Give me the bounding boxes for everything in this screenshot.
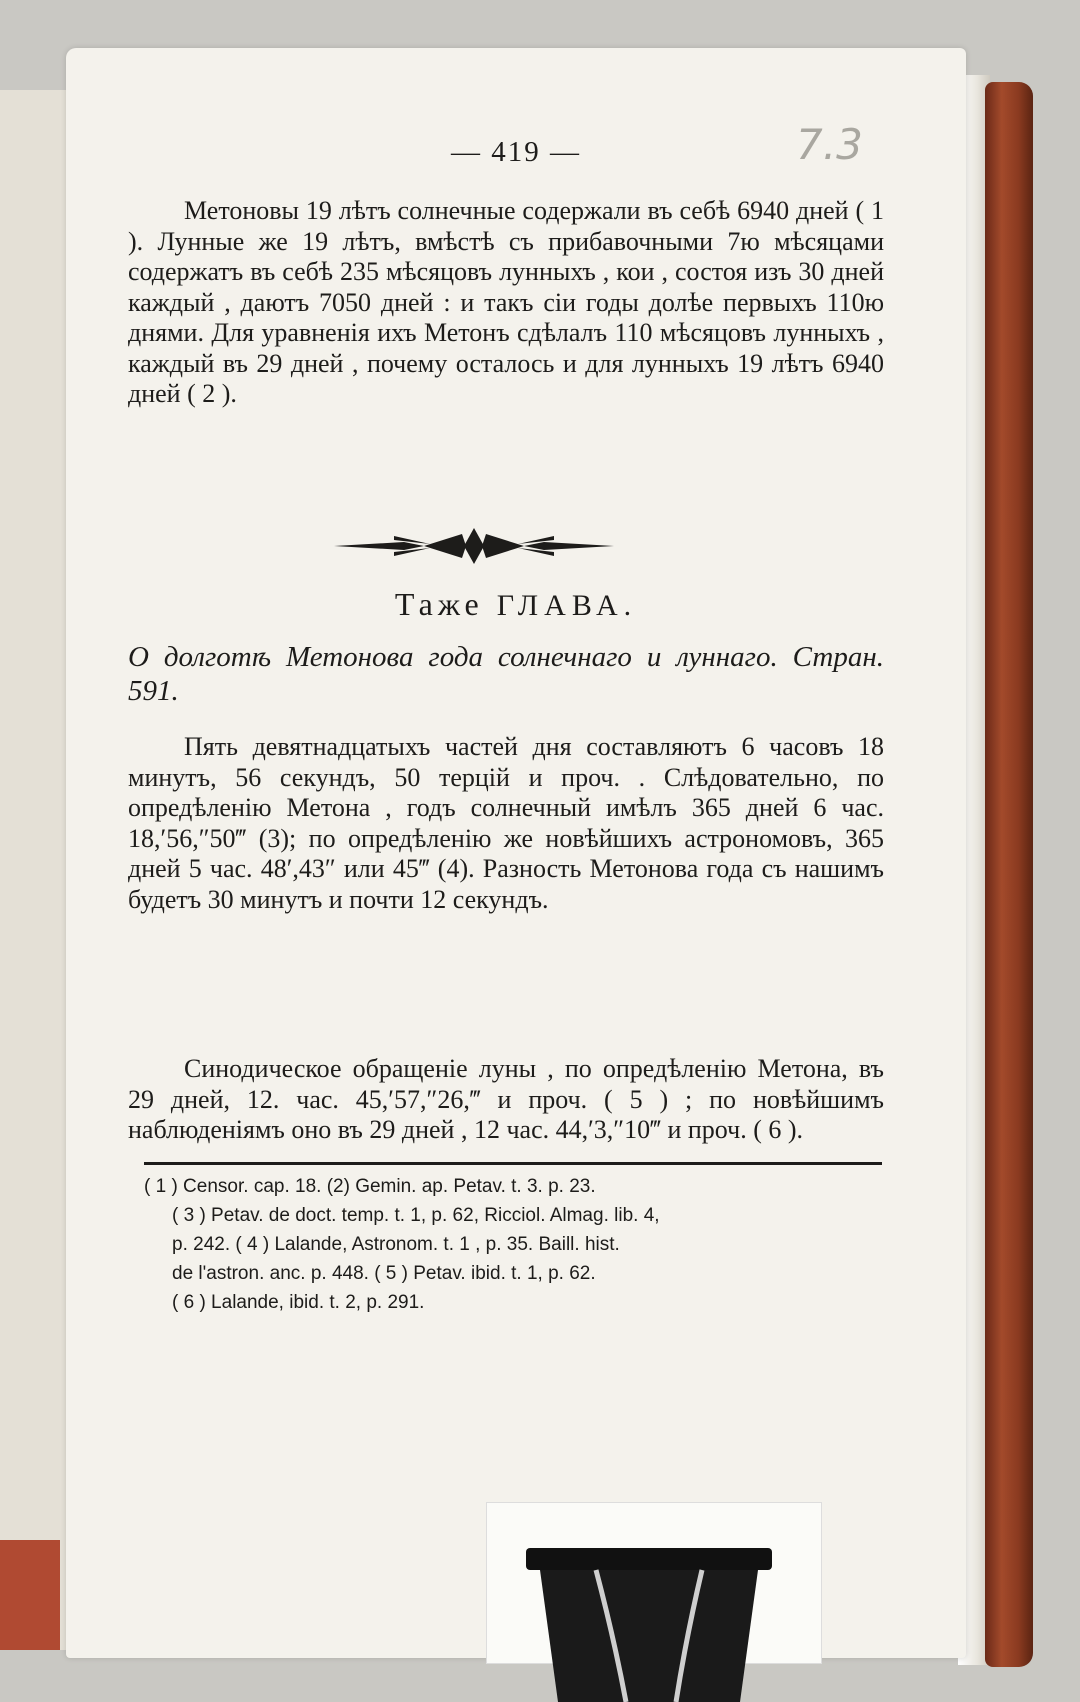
footnote-line: ( 1 ) Censor. cap. 18. (2) Gemin. ap. Petav. t. 3. p. 23. (144, 1176, 596, 1197)
chapter-title-prefix: Таже (394, 586, 484, 622)
pencil-annotation: 7.3 (796, 120, 863, 169)
binder-clip-icon (526, 1548, 772, 1702)
chapter-subtitle: О долготѣ Метонова года солнечнаго и луннаго. Стран. 591. (128, 641, 884, 707)
ornament-divider-icon (334, 526, 614, 566)
chapter-title (66, 586, 966, 623)
paragraph-metonic-years (128, 196, 884, 410)
page-number: — 419 — (451, 136, 581, 168)
book-cover-spine (985, 82, 1033, 1667)
footnote-line: de l'astron. anc. p. 448. ( 5 ) Petav. ibid. t. 1, p. 62. (172, 1263, 596, 1284)
footnote-line: ( 6 ) Lalande, ibid. t. 2, p. 291. (172, 1292, 425, 1313)
footnote-line: ( 3 ) Petav. de doct. temp. t. 1, p. 62, Ricciol. Almag. lib. 4, (172, 1205, 660, 1226)
paragraph-text: Синодическое обращеніе луны , по опредѣленію Метона, въ 29 дней, 12. час. 45,′57,″26,‴ и проч. ( 5 ) ; по новѣйшимъ наблюденіямъ оно въ 29 дней , 12 час. 44,′3,″10‴ и проч. ( 6 ). (128, 1054, 884, 1144)
footnote-line: p. 242. ( 4 ) Lalande, Astronom. t. 1 , p. 35. Baill. hist. (172, 1234, 620, 1255)
paragraph-synodic-month (128, 1054, 884, 1146)
paragraph-text: Пять девятнадцатыхъ частей дня составляютъ 6 часовъ 18 минутъ, 56 секундъ, 50 терцій и проч. . Слѣдовательно, по опредѣленію Метона , годъ солнечный имѣлъ 365 дней 6 час. 18,′56,″50‴ (3); по опредѣленію же новѣйшихъ астрономовъ, 365 дней 5 час. 48′,43″ или 45‴ (4). Разность Метонова года съ нашимъ будетъ 30 минутъ и почти 12 секундъ. (128, 732, 884, 914)
chapter-title-main: ГЛАВА. (496, 589, 638, 622)
footnote-rule (144, 1162, 882, 1165)
left-page-binding-strip (0, 1540, 60, 1650)
left-page-edge (0, 90, 72, 1650)
paragraph-text: Метоновы 19 лѣтъ солнечные содержали въ себѣ 6940 дней ( 1 ). Лунные же 19 лѣтъ, вмѣстѣ съ прибавочными 7ю мѣсяцами содержатъ въ себѣ 235 мѣсяцовъ лунныхъ , кои , состоя изъ 30 дней каждый , даютъ 7050 дней : и такъ сіи годы долѣе первыхъ 110ю днями. Для уравненія ихъ Метонъ сдѣлалъ 110 мѣсяцовъ лунныхъ , каждый въ 29 дней , почему осталось и для лунныхъ 19 лѣтъ 6940 дней ( 2 ). (128, 196, 884, 408)
book-page (66, 48, 966, 1658)
paragraph-year-length (128, 732, 884, 915)
footnotes (144, 1172, 884, 1317)
